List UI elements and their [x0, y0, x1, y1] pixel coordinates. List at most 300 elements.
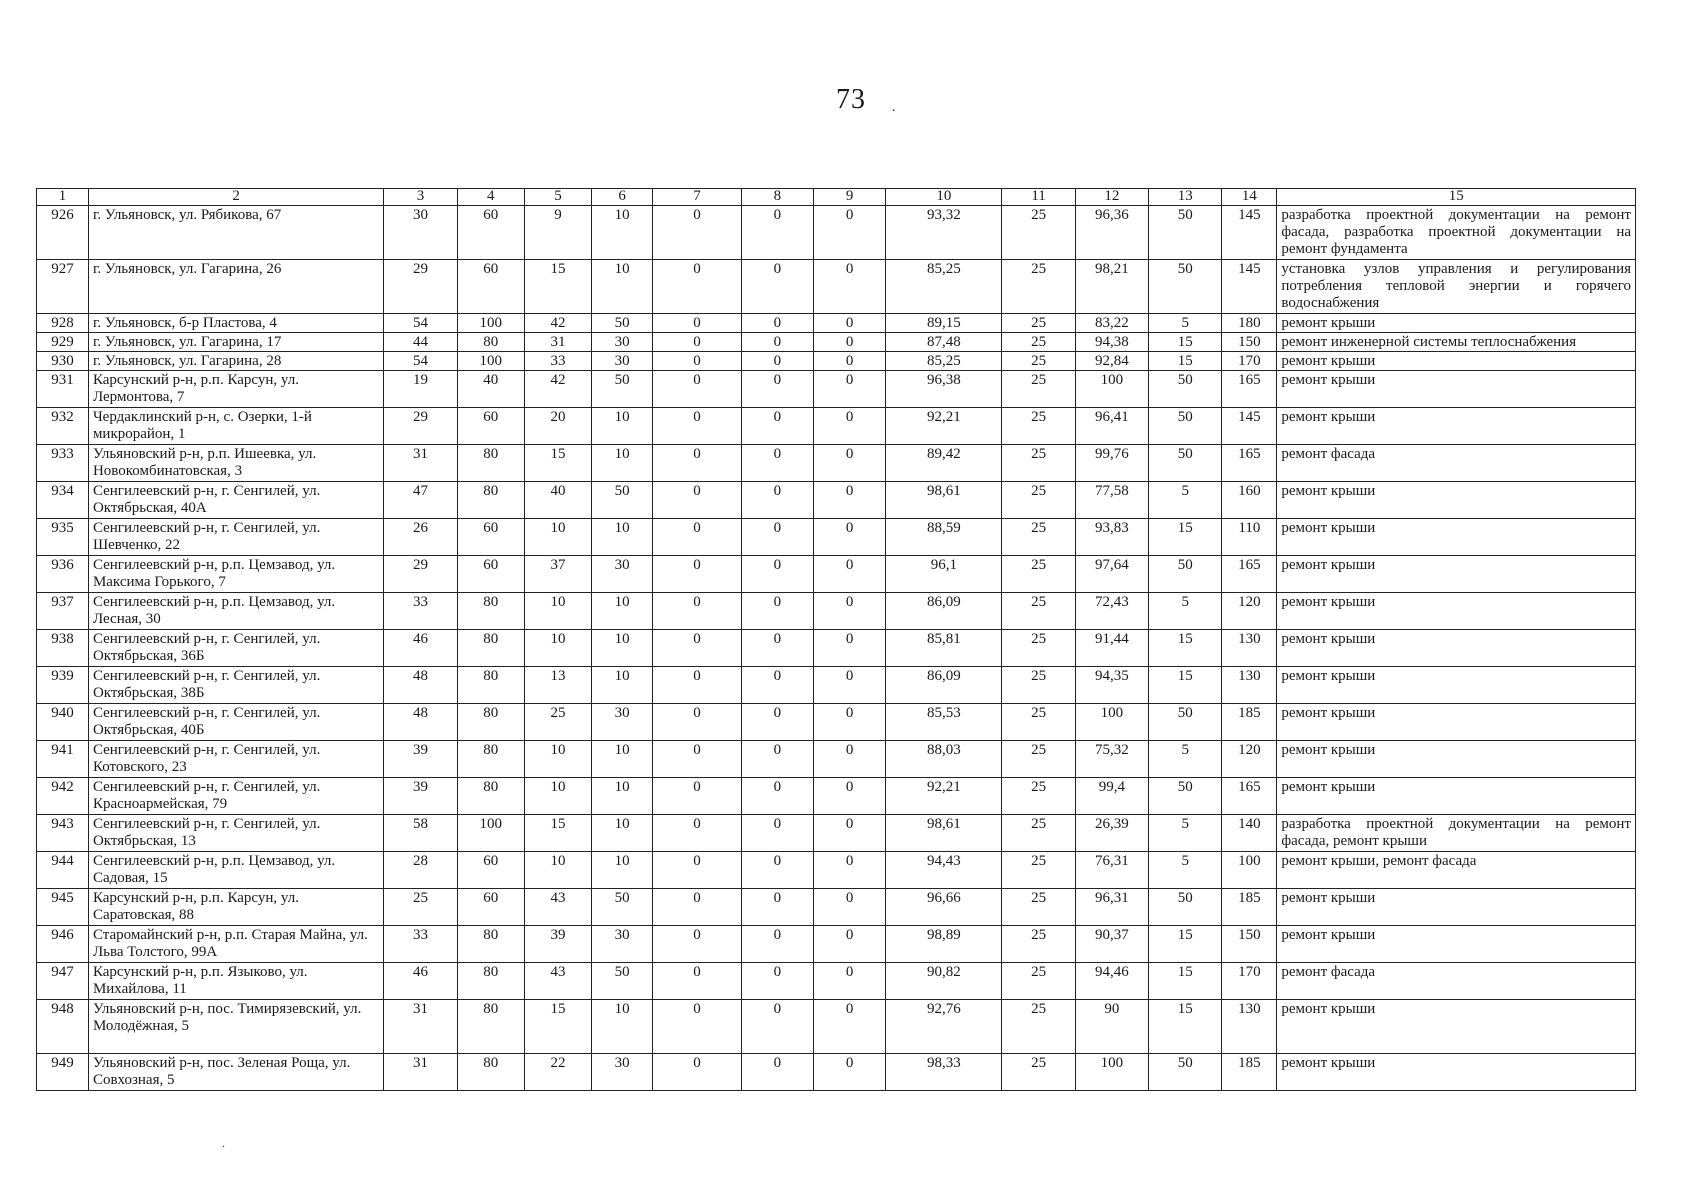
row-number-cell: 930: [37, 352, 89, 371]
col-13-cell: 15: [1149, 630, 1222, 667]
col-5-cell: 10: [524, 593, 591, 630]
row-number-cell: 941: [37, 741, 89, 778]
col-11-cell: 25: [1002, 630, 1075, 667]
col-8-cell: 0: [741, 445, 813, 482]
col-7-cell: 0: [653, 741, 742, 778]
address-cell: Сенгилеевский р-н, г. Сенгилей, ул. Октябрьская, 38Б: [88, 667, 383, 704]
row-number-cell: 947: [37, 963, 89, 1000]
col-11-cell: 25: [1002, 852, 1075, 889]
address-cell: Сенгилеевский р-н, г. Сенгилей, ул. Октябрьская, 40А: [88, 482, 383, 519]
row-number-cell: 928: [37, 314, 89, 333]
row-number-cell: 934: [37, 482, 89, 519]
col-8-cell: 0: [741, 889, 813, 926]
col-12-cell: 97,64: [1075, 556, 1148, 593]
col-9-cell: 0: [814, 926, 886, 963]
table-row: [37, 371, 1636, 408]
address-cell: г. Ульяновск, ул. Гагарина, 17: [88, 333, 383, 352]
col-8-cell: 0: [741, 352, 813, 371]
table-row: [37, 889, 1636, 926]
work-type-cell: ремонт крыши: [1277, 926, 1636, 963]
header-row: [37, 189, 1636, 206]
col-3-cell: 46: [384, 963, 457, 1000]
col-7-cell: 0: [653, 889, 742, 926]
table-row: [37, 741, 1636, 778]
col-8-cell: 0: [741, 630, 813, 667]
col-5-cell: 10: [524, 741, 591, 778]
table-row: [37, 630, 1636, 667]
col-5-cell: 40: [524, 482, 591, 519]
col-12-cell: 99,4: [1075, 778, 1148, 815]
col-4-cell: 80: [457, 1000, 524, 1054]
table-row: [37, 593, 1636, 630]
col-9-cell: 0: [814, 852, 886, 889]
col-5-cell: 13: [524, 667, 591, 704]
col-4-cell: 100: [457, 815, 524, 852]
col-13-cell: 15: [1149, 667, 1222, 704]
col-8-cell: 0: [741, 1054, 813, 1091]
col-9-cell: 0: [814, 445, 886, 482]
col-12-cell: 96,41: [1075, 408, 1148, 445]
work-type-cell: ремонт крыши: [1277, 408, 1636, 445]
col-14-cell: 170: [1222, 352, 1277, 371]
work-type-cell: ремонт крыши: [1277, 1054, 1636, 1091]
col-8-cell: 0: [741, 704, 813, 741]
col-10-cell: 96,66: [886, 889, 1002, 926]
col-13-cell: 50: [1149, 206, 1222, 260]
col-12-cell: 26,39: [1075, 815, 1148, 852]
col-9-cell: 0: [814, 408, 886, 445]
col-6-cell: 50: [592, 482, 653, 519]
col-10-cell: 98,33: [886, 1054, 1002, 1091]
stray-mark: .: [222, 1136, 225, 1150]
col-3-cell: 44: [384, 333, 457, 352]
col-12-cell: 94,46: [1075, 963, 1148, 1000]
col-13-cell: 5: [1149, 741, 1222, 778]
col-11-cell: 25: [1002, 1000, 1075, 1054]
address-cell: Сенгилеевский р-н, р.п. Цемзавод, ул. Максима Горького, 7: [88, 556, 383, 593]
column-header-1: 1: [37, 189, 89, 206]
col-10-cell: 96,1: [886, 556, 1002, 593]
page-number-mark: .: [892, 100, 896, 115]
col-8-cell: 0: [741, 206, 813, 260]
col-5-cell: 37: [524, 556, 591, 593]
row-number-cell: 940: [37, 704, 89, 741]
row-number-cell: 935: [37, 519, 89, 556]
col-8-cell: 0: [741, 556, 813, 593]
row-number-cell: 929: [37, 333, 89, 352]
col-9-cell: 0: [814, 963, 886, 1000]
col-9-cell: 0: [814, 593, 886, 630]
col-11-cell: 25: [1002, 352, 1075, 371]
col-8-cell: 0: [741, 1000, 813, 1054]
col-6-cell: 10: [592, 815, 653, 852]
col-5-cell: 42: [524, 314, 591, 333]
col-4-cell: 60: [457, 852, 524, 889]
col-13-cell: 50: [1149, 704, 1222, 741]
col-7-cell: 0: [653, 778, 742, 815]
col-6-cell: 10: [592, 445, 653, 482]
col-12-cell: 100: [1075, 371, 1148, 408]
table-body: [37, 206, 1636, 1091]
row-number-cell: 944: [37, 852, 89, 889]
address-cell: Ульяновский р-н, пос. Тимирязевский, ул. Молодёжная, 5: [88, 1000, 383, 1054]
col-8-cell: 0: [741, 667, 813, 704]
col-4-cell: 60: [457, 206, 524, 260]
work-type-cell: ремонт крыши: [1277, 314, 1636, 333]
row-number-cell: 943: [37, 815, 89, 852]
table-row: [37, 704, 1636, 741]
col-8-cell: 0: [741, 741, 813, 778]
col-3-cell: 39: [384, 778, 457, 815]
col-4-cell: 80: [457, 630, 524, 667]
col-7-cell: 0: [653, 371, 742, 408]
column-header-7: 7: [653, 189, 742, 206]
col-10-cell: 86,09: [886, 667, 1002, 704]
col-7-cell: 0: [653, 333, 742, 352]
col-4-cell: 60: [457, 408, 524, 445]
column-header-8: 8: [741, 189, 813, 206]
column-header-15: 15: [1277, 189, 1636, 206]
table-row: [37, 352, 1636, 371]
work-type-cell: ремонт крыши: [1277, 519, 1636, 556]
col-4-cell: 100: [457, 314, 524, 333]
col-5-cell: 33: [524, 352, 591, 371]
col-4-cell: 80: [457, 778, 524, 815]
col-6-cell: 30: [592, 352, 653, 371]
col-14-cell: 185: [1222, 889, 1277, 926]
col-14-cell: 185: [1222, 1054, 1277, 1091]
table-row: [37, 482, 1636, 519]
row-number-cell: 936: [37, 556, 89, 593]
col-8-cell: 0: [741, 593, 813, 630]
work-type-cell: ремонт крыши: [1277, 667, 1636, 704]
col-14-cell: 165: [1222, 445, 1277, 482]
col-4-cell: 40: [457, 371, 524, 408]
col-13-cell: 15: [1149, 1000, 1222, 1054]
col-6-cell: 10: [592, 593, 653, 630]
col-12-cell: 96,31: [1075, 889, 1148, 926]
row-number-cell: 946: [37, 926, 89, 963]
col-4-cell: 60: [457, 556, 524, 593]
address-cell: г. Ульяновск, ул. Гагарина, 28: [88, 352, 383, 371]
col-10-cell: 98,61: [886, 482, 1002, 519]
col-6-cell: 30: [592, 926, 653, 963]
address-cell: Сенгилеевский р-н, р.п. Цемзавод, ул. Садовая, 15: [88, 852, 383, 889]
col-12-cell: 90,37: [1075, 926, 1148, 963]
col-12-cell: 76,31: [1075, 852, 1148, 889]
col-13-cell: 5: [1149, 314, 1222, 333]
col-14-cell: 185: [1222, 704, 1277, 741]
col-11-cell: 25: [1002, 963, 1075, 1000]
col-13-cell: 5: [1149, 852, 1222, 889]
col-5-cell: 10: [524, 519, 591, 556]
col-11-cell: 25: [1002, 519, 1075, 556]
col-7-cell: 0: [653, 963, 742, 1000]
col-4-cell: 80: [457, 704, 524, 741]
col-14-cell: 160: [1222, 482, 1277, 519]
col-14-cell: 100: [1222, 852, 1277, 889]
col-4-cell: 80: [457, 593, 524, 630]
column-header-6: 6: [592, 189, 653, 206]
col-3-cell: 25: [384, 889, 457, 926]
col-6-cell: 10: [592, 667, 653, 704]
work-type-cell: разработка проектной документации на ремонт фасада, разработка проектной документации на ремонт фундамента: [1277, 206, 1636, 260]
col-14-cell: 165: [1222, 778, 1277, 815]
work-type-cell: ремонт крыши: [1277, 482, 1636, 519]
col-6-cell: 10: [592, 206, 653, 260]
col-14-cell: 165: [1222, 371, 1277, 408]
table-row: [37, 963, 1636, 1000]
col-14-cell: 130: [1222, 667, 1277, 704]
col-7-cell: 0: [653, 556, 742, 593]
col-14-cell: 145: [1222, 408, 1277, 445]
col-14-cell: 170: [1222, 963, 1277, 1000]
address-cell: Сенгилеевский р-н, г. Сенгилей, ул. Красноармейская, 79: [88, 778, 383, 815]
col-11-cell: 25: [1002, 314, 1075, 333]
address-cell: г. Ульяновск, ул. Гагарина, 26: [88, 260, 383, 314]
work-type-cell: ремонт крыши, ремонт фасада: [1277, 852, 1636, 889]
col-3-cell: 19: [384, 371, 457, 408]
col-11-cell: 25: [1002, 667, 1075, 704]
col-12-cell: 83,22: [1075, 314, 1148, 333]
address-cell: Ульяновский р-н, р.п. Ишеевка, ул. Новокомбинатовская, 3: [88, 445, 383, 482]
address-cell: Сенгилеевский р-н, р.п. Цемзавод, ул. Лесная, 30: [88, 593, 383, 630]
col-14-cell: 145: [1222, 260, 1277, 314]
col-6-cell: 50: [592, 889, 653, 926]
col-14-cell: 140: [1222, 815, 1277, 852]
col-6-cell: 10: [592, 260, 653, 314]
row-number-cell: 942: [37, 778, 89, 815]
address-cell: Карсунский р-н, р.п. Карсун, ул. Лермонтова, 7: [88, 371, 383, 408]
work-type-cell: ремонт крыши: [1277, 704, 1636, 741]
col-3-cell: 54: [384, 314, 457, 333]
table-row: [37, 1000, 1636, 1054]
table-row: [37, 445, 1636, 482]
col-9-cell: 0: [814, 1054, 886, 1091]
work-type-cell: ремонт крыши: [1277, 778, 1636, 815]
table-row: [37, 519, 1636, 556]
col-12-cell: 100: [1075, 704, 1148, 741]
col-10-cell: 94,43: [886, 852, 1002, 889]
col-10-cell: 90,82: [886, 963, 1002, 1000]
col-8-cell: 0: [741, 963, 813, 1000]
col-8-cell: 0: [741, 260, 813, 314]
col-14-cell: 150: [1222, 926, 1277, 963]
row-number-cell: 927: [37, 260, 89, 314]
col-13-cell: 50: [1149, 778, 1222, 815]
col-10-cell: 92,21: [886, 778, 1002, 815]
col-4-cell: 100: [457, 352, 524, 371]
col-12-cell: 77,58: [1075, 482, 1148, 519]
table-row: [37, 852, 1636, 889]
column-header-5: 5: [524, 189, 591, 206]
col-9-cell: 0: [814, 630, 886, 667]
col-9-cell: 0: [814, 815, 886, 852]
col-9-cell: 0: [814, 206, 886, 260]
col-3-cell: 48: [384, 704, 457, 741]
col-12-cell: 96,36: [1075, 206, 1148, 260]
address-cell: Чердаклинский р-н, с. Озерки, 1-й микрорайон, 1: [88, 408, 383, 445]
col-7-cell: 0: [653, 630, 742, 667]
col-9-cell: 0: [814, 260, 886, 314]
col-10-cell: 85,25: [886, 352, 1002, 371]
row-number-cell: 948: [37, 1000, 89, 1054]
col-6-cell: 50: [592, 963, 653, 1000]
col-4-cell: 80: [457, 667, 524, 704]
col-10-cell: 92,21: [886, 408, 1002, 445]
table-row: [37, 556, 1636, 593]
col-12-cell: 99,76: [1075, 445, 1148, 482]
col-13-cell: 50: [1149, 408, 1222, 445]
col-9-cell: 0: [814, 556, 886, 593]
col-3-cell: 47: [384, 482, 457, 519]
col-11-cell: 25: [1002, 815, 1075, 852]
col-7-cell: 0: [653, 352, 742, 371]
column-header-2: 2: [88, 189, 383, 206]
col-11-cell: 25: [1002, 704, 1075, 741]
row-number-cell: 937: [37, 593, 89, 630]
col-13-cell: 50: [1149, 445, 1222, 482]
col-7-cell: 0: [653, 314, 742, 333]
col-11-cell: 25: [1002, 926, 1075, 963]
table-row: [37, 206, 1636, 260]
address-cell: Ульяновский р-н, пос. Зеленая Роща, ул. Совхозная, 5: [88, 1054, 383, 1091]
col-12-cell: 94,35: [1075, 667, 1148, 704]
table-header: [37, 189, 1636, 206]
col-14-cell: 110: [1222, 519, 1277, 556]
work-type-cell: разработка проектной документации на ремонт фасада, ремонт крыши: [1277, 815, 1636, 852]
col-7-cell: 0: [653, 852, 742, 889]
col-12-cell: 98,21: [1075, 260, 1148, 314]
col-5-cell: 43: [524, 889, 591, 926]
table-row: [37, 778, 1636, 815]
col-13-cell: 50: [1149, 889, 1222, 926]
col-6-cell: 50: [592, 371, 653, 408]
col-10-cell: 92,76: [886, 1000, 1002, 1054]
address-cell: Сенгилеевский р-н, г. Сенгилей, ул. Котовского, 23: [88, 741, 383, 778]
col-9-cell: 0: [814, 778, 886, 815]
col-7-cell: 0: [653, 519, 742, 556]
table-row: [37, 314, 1636, 333]
col-3-cell: 30: [384, 206, 457, 260]
col-10-cell: 98,61: [886, 815, 1002, 852]
work-type-cell: ремонт крыши: [1277, 556, 1636, 593]
address-cell: Карсунский р-н, р.п. Языково, ул. Михайлова, 11: [88, 963, 383, 1000]
col-11-cell: 25: [1002, 889, 1075, 926]
col-7-cell: 0: [653, 667, 742, 704]
col-12-cell: 94,38: [1075, 333, 1148, 352]
col-7-cell: 0: [653, 815, 742, 852]
col-6-cell: 30: [592, 333, 653, 352]
address-cell: Карсунский р-н, р.п. Карсун, ул. Саратовская, 88: [88, 889, 383, 926]
col-10-cell: 85,53: [886, 704, 1002, 741]
col-14-cell: 145: [1222, 206, 1277, 260]
col-3-cell: 31: [384, 1000, 457, 1054]
col-9-cell: 0: [814, 482, 886, 519]
col-5-cell: 43: [524, 963, 591, 1000]
col-13-cell: 50: [1149, 1054, 1222, 1091]
col-5-cell: 10: [524, 630, 591, 667]
table-row: [37, 333, 1636, 352]
address-cell: Сенгилеевский р-н, г. Сенгилей, ул. Октябрьская, 36Б: [88, 630, 383, 667]
column-header-11: 11: [1002, 189, 1075, 206]
work-type-cell: ремонт крыши: [1277, 371, 1636, 408]
row-number-cell: 933: [37, 445, 89, 482]
col-9-cell: 0: [814, 889, 886, 926]
table-row: [37, 408, 1636, 445]
col-6-cell: 50: [592, 314, 653, 333]
column-header-3: 3: [384, 189, 457, 206]
col-4-cell: 80: [457, 333, 524, 352]
col-5-cell: 42: [524, 371, 591, 408]
col-14-cell: 120: [1222, 741, 1277, 778]
col-3-cell: 29: [384, 260, 457, 314]
col-14-cell: 150: [1222, 333, 1277, 352]
col-9-cell: 0: [814, 314, 886, 333]
col-11-cell: 25: [1002, 206, 1075, 260]
col-11-cell: 25: [1002, 593, 1075, 630]
col-4-cell: 80: [457, 1054, 524, 1091]
address-cell: Сенгилеевский р-н, г. Сенгилей, ул. Шевченко, 22: [88, 519, 383, 556]
col-5-cell: 10: [524, 852, 591, 889]
col-10-cell: 87,48: [886, 333, 1002, 352]
col-7-cell: 0: [653, 260, 742, 314]
work-type-cell: ремонт крыши: [1277, 630, 1636, 667]
row-number-cell: 939: [37, 667, 89, 704]
col-4-cell: 80: [457, 741, 524, 778]
col-13-cell: 15: [1149, 519, 1222, 556]
work-type-cell: ремонт фасада: [1277, 445, 1636, 482]
col-3-cell: 29: [384, 408, 457, 445]
page-number: 73: [836, 84, 866, 115]
col-10-cell: 85,81: [886, 630, 1002, 667]
address-cell: г. Ульяновск, ул. Рябикова, 67: [88, 206, 383, 260]
column-header-12: 12: [1075, 189, 1148, 206]
col-5-cell: 22: [524, 1054, 591, 1091]
col-5-cell: 15: [524, 445, 591, 482]
col-5-cell: 25: [524, 704, 591, 741]
col-14-cell: 120: [1222, 593, 1277, 630]
col-11-cell: 25: [1002, 260, 1075, 314]
col-8-cell: 0: [741, 926, 813, 963]
col-9-cell: 0: [814, 1000, 886, 1054]
col-12-cell: 92,84: [1075, 352, 1148, 371]
col-7-cell: 0: [653, 1000, 742, 1054]
col-4-cell: 80: [457, 445, 524, 482]
col-13-cell: 5: [1149, 482, 1222, 519]
col-5-cell: 15: [524, 815, 591, 852]
col-11-cell: 25: [1002, 408, 1075, 445]
column-header-4: 4: [457, 189, 524, 206]
address-cell: Сенгилеевский р-н, г. Сенгилей, ул. Октябрьская, 13: [88, 815, 383, 852]
col-9-cell: 0: [814, 704, 886, 741]
col-12-cell: 100: [1075, 1054, 1148, 1091]
address-cell: Старомайнский р-н, р.п. Старая Майна, ул. Льва Толстого, 99А: [88, 926, 383, 963]
col-3-cell: 29: [384, 556, 457, 593]
col-3-cell: 39: [384, 741, 457, 778]
col-13-cell: 15: [1149, 333, 1222, 352]
col-14-cell: 180: [1222, 314, 1277, 333]
work-type-cell: ремонт крыши: [1277, 352, 1636, 371]
col-6-cell: 30: [592, 704, 653, 741]
work-type-cell: ремонт инженерной системы теплоснабжения: [1277, 333, 1636, 352]
col-3-cell: 31: [384, 445, 457, 482]
work-type-cell: ремонт крыши: [1277, 593, 1636, 630]
column-header-14: 14: [1222, 189, 1277, 206]
table-row: [37, 815, 1636, 852]
col-13-cell: 5: [1149, 815, 1222, 852]
col-8-cell: 0: [741, 408, 813, 445]
